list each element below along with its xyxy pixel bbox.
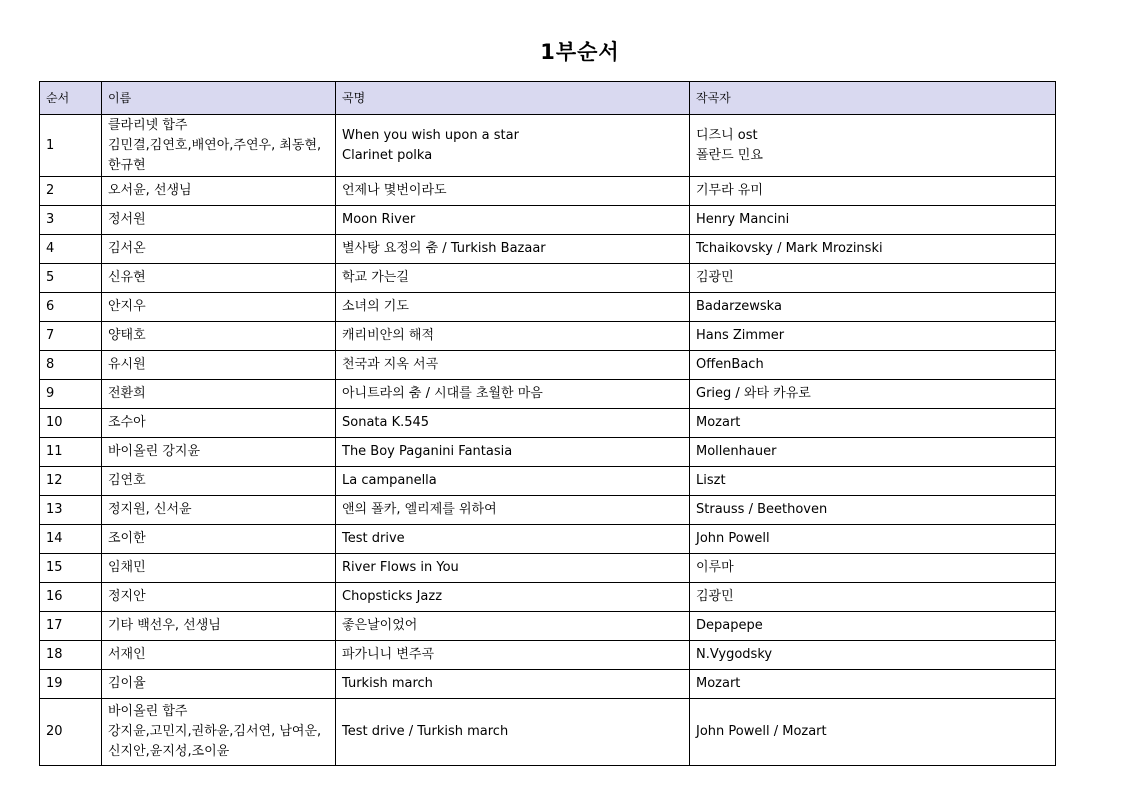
program-table — [39, 81, 1056, 766]
cell-piece: When you wish upon a star Clarinet polka — [336, 115, 690, 177]
table-row — [40, 699, 1056, 766]
cell-order: 11 — [40, 438, 102, 467]
cell-order: 8 — [40, 351, 102, 380]
table-row — [40, 322, 1056, 351]
cell-piece: La campanella — [336, 467, 690, 496]
cell-composer: Henry Mancini — [690, 206, 1056, 235]
cell-composer: 김광민 — [690, 583, 1056, 612]
cell-order: 5 — [40, 264, 102, 293]
cell-piece: 언제나 몇번이라도 — [336, 177, 690, 206]
cell-order: 4 — [40, 235, 102, 264]
header-composer: 작곡자 — [690, 82, 1056, 115]
cell-composer: 기무라 유미 — [690, 177, 1056, 206]
cell-composer: Mollenhauer — [690, 438, 1056, 467]
table-row — [40, 583, 1056, 612]
table-row — [40, 525, 1056, 554]
cell-composer: Mozart — [690, 409, 1056, 438]
table-row — [40, 351, 1056, 380]
cell-piece: 천국과 지옥 서곡 — [336, 351, 690, 380]
cell-piece: 소녀의 기도 — [336, 293, 690, 322]
cell-order: 15 — [40, 554, 102, 583]
cell-name: 서재인 — [102, 641, 336, 670]
cell-composer: John Powell — [690, 525, 1056, 554]
table-row — [40, 612, 1056, 641]
cell-order: 7 — [40, 322, 102, 351]
table-row — [40, 177, 1056, 206]
table-row — [40, 380, 1056, 409]
cell-composer: Mozart — [690, 670, 1056, 699]
cell-composer: Tchaikovsky / Mark Mrozinski — [690, 235, 1056, 264]
cell-piece: Sonata K.545 — [336, 409, 690, 438]
table-row — [40, 554, 1056, 583]
cell-order: 20 — [40, 699, 102, 766]
table-row — [40, 235, 1056, 264]
cell-composer: N.Vygodsky — [690, 641, 1056, 670]
table-row — [40, 467, 1056, 496]
table-row — [40, 641, 1056, 670]
table-row — [40, 496, 1056, 525]
table-row — [40, 206, 1056, 235]
cell-name: 김이율 — [102, 670, 336, 699]
cell-order: 2 — [40, 177, 102, 206]
cell-composer: Grieg / 와타 카유로 — [690, 380, 1056, 409]
cell-name: 유시원 — [102, 351, 336, 380]
cell-name: 정지안 — [102, 583, 336, 612]
cell-name: 신유현 — [102, 264, 336, 293]
cell-name: 조수아 — [102, 409, 336, 438]
table-row — [40, 438, 1056, 467]
cell-piece: 아니트라의 춤 / 시대를 초월한 마음 — [336, 380, 690, 409]
cell-piece: 캐리비안의 해적 — [336, 322, 690, 351]
cell-piece: 앤의 폴카, 엘리제를 위하여 — [336, 496, 690, 525]
cell-composer: OffenBach — [690, 351, 1056, 380]
cell-composer: 김광민 — [690, 264, 1056, 293]
cell-composer: Liszt — [690, 467, 1056, 496]
table-row — [40, 293, 1056, 322]
cell-name: 바이올린 강지윤 — [102, 438, 336, 467]
cell-name: 정서원 — [102, 206, 336, 235]
cell-piece: The Boy Paganini Fantasia — [336, 438, 690, 467]
header-piece: 곡명 — [336, 82, 690, 115]
cell-composer: Badarzewska — [690, 293, 1056, 322]
cell-piece: 별사탕 요정의 춤 / Turkish Bazaar — [336, 235, 690, 264]
cell-order: 1 — [40, 115, 102, 177]
header-name: 이름 — [102, 82, 336, 115]
cell-name: 클라리넷 합주 김민결,김연호,배연아,주연우, 최동현, 한규현 — [102, 115, 336, 177]
cell-composer: 이루마 — [690, 554, 1056, 583]
cell-composer: Hans Zimmer — [690, 322, 1056, 351]
header-order: 순서 — [40, 82, 102, 115]
cell-order: 9 — [40, 380, 102, 409]
cell-piece: 좋은날이었어 — [336, 612, 690, 641]
cell-order: 3 — [40, 206, 102, 235]
cell-piece: Chopsticks Jazz — [336, 583, 690, 612]
cell-name: 기타 백선우, 선생님 — [102, 612, 336, 641]
cell-name: 김서온 — [102, 235, 336, 264]
cell-piece: Test drive / Turkish march — [336, 699, 690, 766]
cell-composer: Depapepe — [690, 612, 1056, 641]
cell-name: 전환희 — [102, 380, 336, 409]
cell-name: 정지원, 신서윤 — [102, 496, 336, 525]
table-row — [40, 115, 1056, 177]
cell-name: 조이한 — [102, 525, 336, 554]
cell-order: 13 — [40, 496, 102, 525]
cell-name: 안지우 — [102, 293, 336, 322]
table-row — [40, 670, 1056, 699]
cell-piece: Test drive — [336, 525, 690, 554]
cell-composer: Strauss / Beethoven — [690, 496, 1056, 525]
cell-order: 18 — [40, 641, 102, 670]
cell-name: 양태호 — [102, 322, 336, 351]
cell-name: 김연호 — [102, 467, 336, 496]
cell-order: 19 — [40, 670, 102, 699]
cell-order: 17 — [40, 612, 102, 641]
cell-piece: 파가니니 변주곡 — [336, 641, 690, 670]
cell-composer: 디즈니 ost 폴란드 민요 — [690, 115, 1056, 177]
cell-name: 바이올린 합주 강지윤,고민지,권하윤,김서연, 남여운, 신지안,윤지성,조이윤 — [102, 699, 336, 766]
cell-order: 6 — [40, 293, 102, 322]
cell-piece: River Flows in You — [336, 554, 690, 583]
cell-order: 10 — [40, 409, 102, 438]
cell-piece: Turkish march — [336, 670, 690, 699]
table-row — [40, 409, 1056, 438]
page-title: 1부순서 — [540, 40, 620, 64]
table-row — [40, 264, 1056, 293]
cell-piece: 학교 가는길 — [336, 264, 690, 293]
table-header-row — [40, 82, 1056, 115]
cell-order: 16 — [40, 583, 102, 612]
cell-order: 14 — [40, 525, 102, 554]
cell-name: 임채민 — [102, 554, 336, 583]
cell-order: 12 — [40, 467, 102, 496]
cell-piece: Moon River — [336, 206, 690, 235]
cell-name: 오서윤, 선생님 — [102, 177, 336, 206]
cell-composer: John Powell / Mozart — [690, 699, 1056, 766]
